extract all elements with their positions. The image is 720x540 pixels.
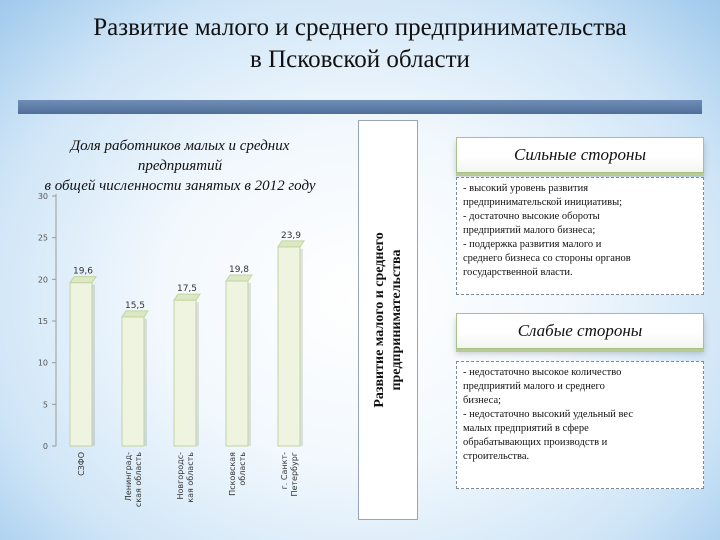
x-tick-label <box>228 452 247 496</box>
x-tick-label <box>176 452 195 503</box>
x-tick-label <box>77 452 86 476</box>
y-tick-label: 0 <box>42 442 48 451</box>
bar-top <box>70 277 96 283</box>
bar <box>70 283 92 446</box>
chart-title-line-1: Доля работников малых и средних <box>70 138 290 154</box>
strengths-banner <box>456 137 704 173</box>
weaknesses-line: - недостаточно высокий удельный вес <box>463 409 633 420</box>
y-tick-label: 10 <box>37 358 48 368</box>
weaknesses-title: Слабые стороны <box>517 321 643 340</box>
bar-top <box>174 294 200 300</box>
x-tick-label-line: кая область <box>186 452 195 503</box>
x-tick-label <box>124 452 143 507</box>
x-tick-label-line: СЗФО <box>77 452 86 476</box>
weaknesses-line: бизнеса; <box>463 395 502 406</box>
chart-title <box>0 136 360 196</box>
x-tick-label-line: Ленинград- <box>124 452 133 502</box>
weaknesses-line: строительства. <box>463 451 530 462</box>
strengths-line: предприятий малого бизнеса; <box>463 225 596 236</box>
strengths-line: среднего бизнеса со стороны органов <box>463 253 631 264</box>
bar-value-label: 17,5 <box>176 284 198 295</box>
y-tick-label: 5 <box>42 400 48 410</box>
y-tick-label: 25 <box>37 233 48 243</box>
x-tick-label-line: область <box>238 452 247 486</box>
y-tick-label: 30 <box>37 192 48 201</box>
bar-value-label: 15,5 <box>124 300 146 311</box>
vertical-label <box>371 232 405 407</box>
bar-value-label: 19,6 <box>72 266 94 277</box>
vertical-label-line-1: Развитие малого и среднего <box>372 232 387 408</box>
strengths-line: предпринимательской инициативы; <box>463 197 623 208</box>
slide-title-line-1: Развитие малого и среднего предпринимательства <box>93 14 627 41</box>
strengths-text-box <box>456 177 704 295</box>
weaknesses-line: обрабатывающих производств и <box>463 437 608 448</box>
strengths-line: - поддержка развития малого и <box>463 239 602 250</box>
x-tick-label-line: ская область <box>134 452 143 508</box>
bar <box>122 317 144 446</box>
bar-top <box>278 241 304 247</box>
x-tick-label-line: Псковская <box>228 452 237 496</box>
strengths-line: - высокий уровень развития <box>463 183 589 194</box>
y-tick-label: 15 <box>37 317 48 326</box>
weaknesses-line: предприятий малого и среднего <box>463 381 605 392</box>
vertical-label-line-2: предпринимательства <box>389 249 404 391</box>
weaknesses-text-box <box>456 361 704 489</box>
weaknesses-line: малых предприятий в сфере <box>463 423 589 434</box>
chart-title-line-3: в общей численности занятых в 2012 году <box>44 178 316 194</box>
strengths-line: государственной власти. <box>463 267 573 278</box>
strengths-line: - достаточно высокие обороты <box>463 211 600 222</box>
bar-chart <box>0 0 360 530</box>
slide-title-line-2: в Псковской области <box>250 46 470 73</box>
bar-value-label: 23,9 <box>280 230 302 241</box>
bar-top <box>122 311 148 317</box>
x-tick-label-line: Новгородс- <box>176 452 185 500</box>
weaknesses-banner <box>456 313 704 349</box>
x-tick-label <box>280 452 299 497</box>
bar-top <box>226 275 252 281</box>
x-tick-label-line: Петербург <box>290 452 299 497</box>
x-tick-label-line: г. Санкт- <box>280 452 289 490</box>
y-tick-label: 20 <box>37 275 48 285</box>
weaknesses-line: - недостаточно высокое количество <box>463 367 622 378</box>
bar <box>174 300 196 446</box>
strengths-title: Сильные стороны <box>514 145 646 164</box>
bar <box>226 281 248 446</box>
vertical-label-box <box>358 120 418 520</box>
chart-title-line-2: предприятий <box>137 158 223 174</box>
bar <box>278 247 300 446</box>
bar-value-label: 19,8 <box>228 265 250 275</box>
